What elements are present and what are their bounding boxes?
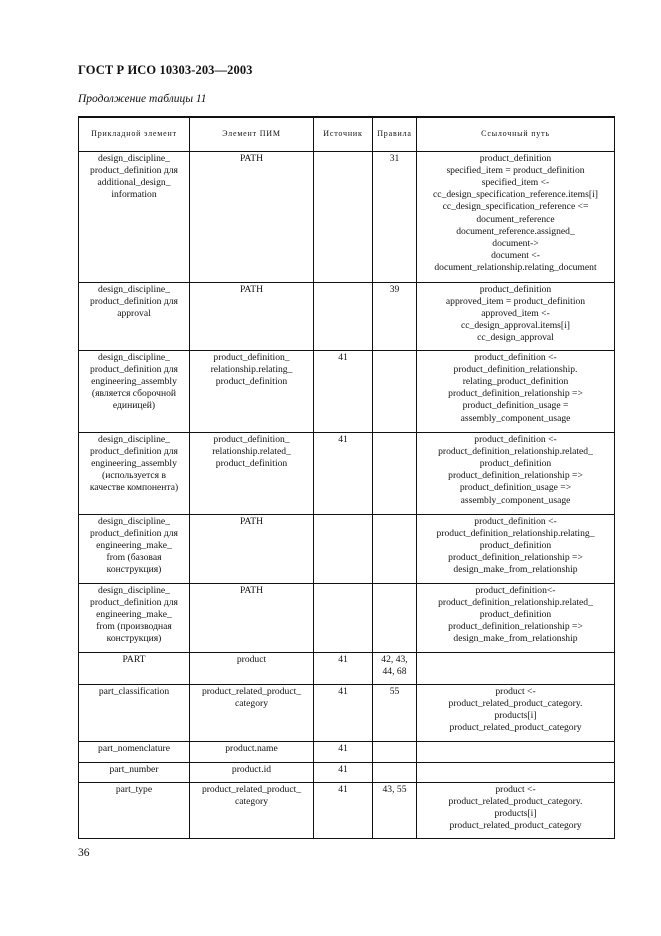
column-header-app-element: Прикладной элемент (79, 117, 190, 151)
cell-pim-element: PATH (190, 151, 314, 282)
cell-app-element: design_discipline_ product_definition для approval (79, 282, 190, 350)
cell-app-element: part_nomenclature (79, 741, 190, 762)
cell-pim-element: product.id (190, 762, 314, 782)
cell-pim-element: product_definition_ relationship.relating_ product_definition (190, 350, 314, 432)
cell-source: 41 (314, 652, 373, 684)
cell-app-element: design_discipline_ product_definition для engineering_make_ from (базовая конструкция) (79, 514, 190, 583)
cell-rules: 39 (373, 282, 417, 350)
cell-source: 41 (314, 782, 373, 838)
table-row (79, 684, 615, 741)
cell-pim-element: PATH (190, 282, 314, 350)
cell-reference-path: product_definition specified_item = product_definition specified_item <- cc_design_specification_reference.items[i] cc_design_specification_reference <= document_reference document_reference.assigned_ document-> document <- document_relationship.relating_document (417, 151, 615, 282)
cell-rules (373, 762, 417, 782)
cell-source: 41 (314, 741, 373, 762)
cell-source (314, 151, 373, 282)
cell-source: 41 (314, 684, 373, 741)
column-header-pim-element: Элемент ПИМ (190, 117, 314, 151)
cell-pim-element: product.name (190, 741, 314, 762)
cell-reference-path: product_definition <- product_definition_relationship. relating_product_definition product_definition_relationship => product_definition_usage = assembly_component_usage (417, 350, 615, 432)
column-header-source: Источник (314, 117, 373, 151)
cell-rules (373, 583, 417, 652)
table-row (79, 514, 615, 583)
cell-pim-element: product_related_product_ category (190, 782, 314, 838)
cell-source: 41 (314, 350, 373, 432)
cell-app-element: design_discipline_ product_definition для additional_design_ information (79, 151, 190, 282)
cell-rules: 55 (373, 684, 417, 741)
cell-reference-path: product <- product_related_product_category. products[i] product_related_product_category (417, 782, 615, 838)
cell-app-element: part_type (79, 782, 190, 838)
cell-rules: 43, 55 (373, 782, 417, 838)
table-row (79, 652, 615, 684)
table-row (79, 350, 615, 432)
cell-source (314, 514, 373, 583)
mapping-table (78, 116, 615, 839)
table-row (79, 432, 615, 514)
cell-pim-element: product_related_product_ category (190, 684, 314, 741)
cell-reference-path: product_definition <- product_definition_relationship.related_ product_definition product_definition_relationship => product_definition_usage => assembly_component_usage (417, 432, 615, 514)
cell-pim-element: product (190, 652, 314, 684)
cell-reference-path: product_definition<- product_definition_relationship.related_ product_definition product_definition_relationship => design_make_from_relationship (417, 583, 615, 652)
cell-app-element: design_discipline_ product_definition для engineering_make_ from (производная конструкция) (79, 583, 190, 652)
column-header-reference-path: Ссылочный путь (417, 117, 615, 151)
column-header-rules: Правила (373, 117, 417, 151)
cell-reference-path: product_definition <- product_definition_relationship.relating_ product_definition product_definition_relationship => design_make_from_relationship (417, 514, 615, 583)
cell-pim-element: product_definition_ relationship.related_ product_definition (190, 432, 314, 514)
cell-app-element: part_classification (79, 684, 190, 741)
cell-app-element: part_number (79, 762, 190, 782)
table-row (79, 741, 615, 762)
cell-pim-element: PATH (190, 514, 314, 583)
cell-rules (373, 432, 417, 514)
cell-pim-element: PATH (190, 583, 314, 652)
table-row (79, 762, 615, 782)
cell-app-element: design_discipline_ product_definition для engineering_assembly (является сборочной единицей) (79, 350, 190, 432)
cell-reference-path: product_definition approved_item = product_definition approved_item <- cc_design_approval.items[i] cc_design_approval (417, 282, 615, 350)
cell-reference-path (417, 652, 615, 684)
document-title: ГОСТ Р ИСО 10303-203—2003 (78, 63, 253, 77)
cell-rules (373, 514, 417, 583)
cell-reference-path (417, 762, 615, 782)
cell-source (314, 282, 373, 350)
cell-source: 41 (314, 432, 373, 514)
cell-rules (373, 350, 417, 432)
cell-rules: 31 (373, 151, 417, 282)
cell-reference-path (417, 741, 615, 762)
cell-reference-path: product <- product_related_product_category. products[i] product_related_product_category (417, 684, 615, 741)
cell-rules: 42, 43, 44, 68 (373, 652, 417, 684)
table-row (79, 583, 615, 652)
cell-app-element: design_discipline_ product_definition для engineering_assembly (используется в качестве компонента) (79, 432, 190, 514)
table-header-row (79, 117, 615, 151)
table-row (79, 151, 615, 282)
table-row (79, 782, 615, 838)
table-continuation-caption: Продолжение таблицы 11 (78, 93, 207, 105)
cell-source (314, 583, 373, 652)
cell-app-element: PART (79, 652, 190, 684)
cell-source: 41 (314, 762, 373, 782)
page-number: 36 (78, 847, 90, 859)
cell-rules (373, 741, 417, 762)
table-row (79, 282, 615, 350)
